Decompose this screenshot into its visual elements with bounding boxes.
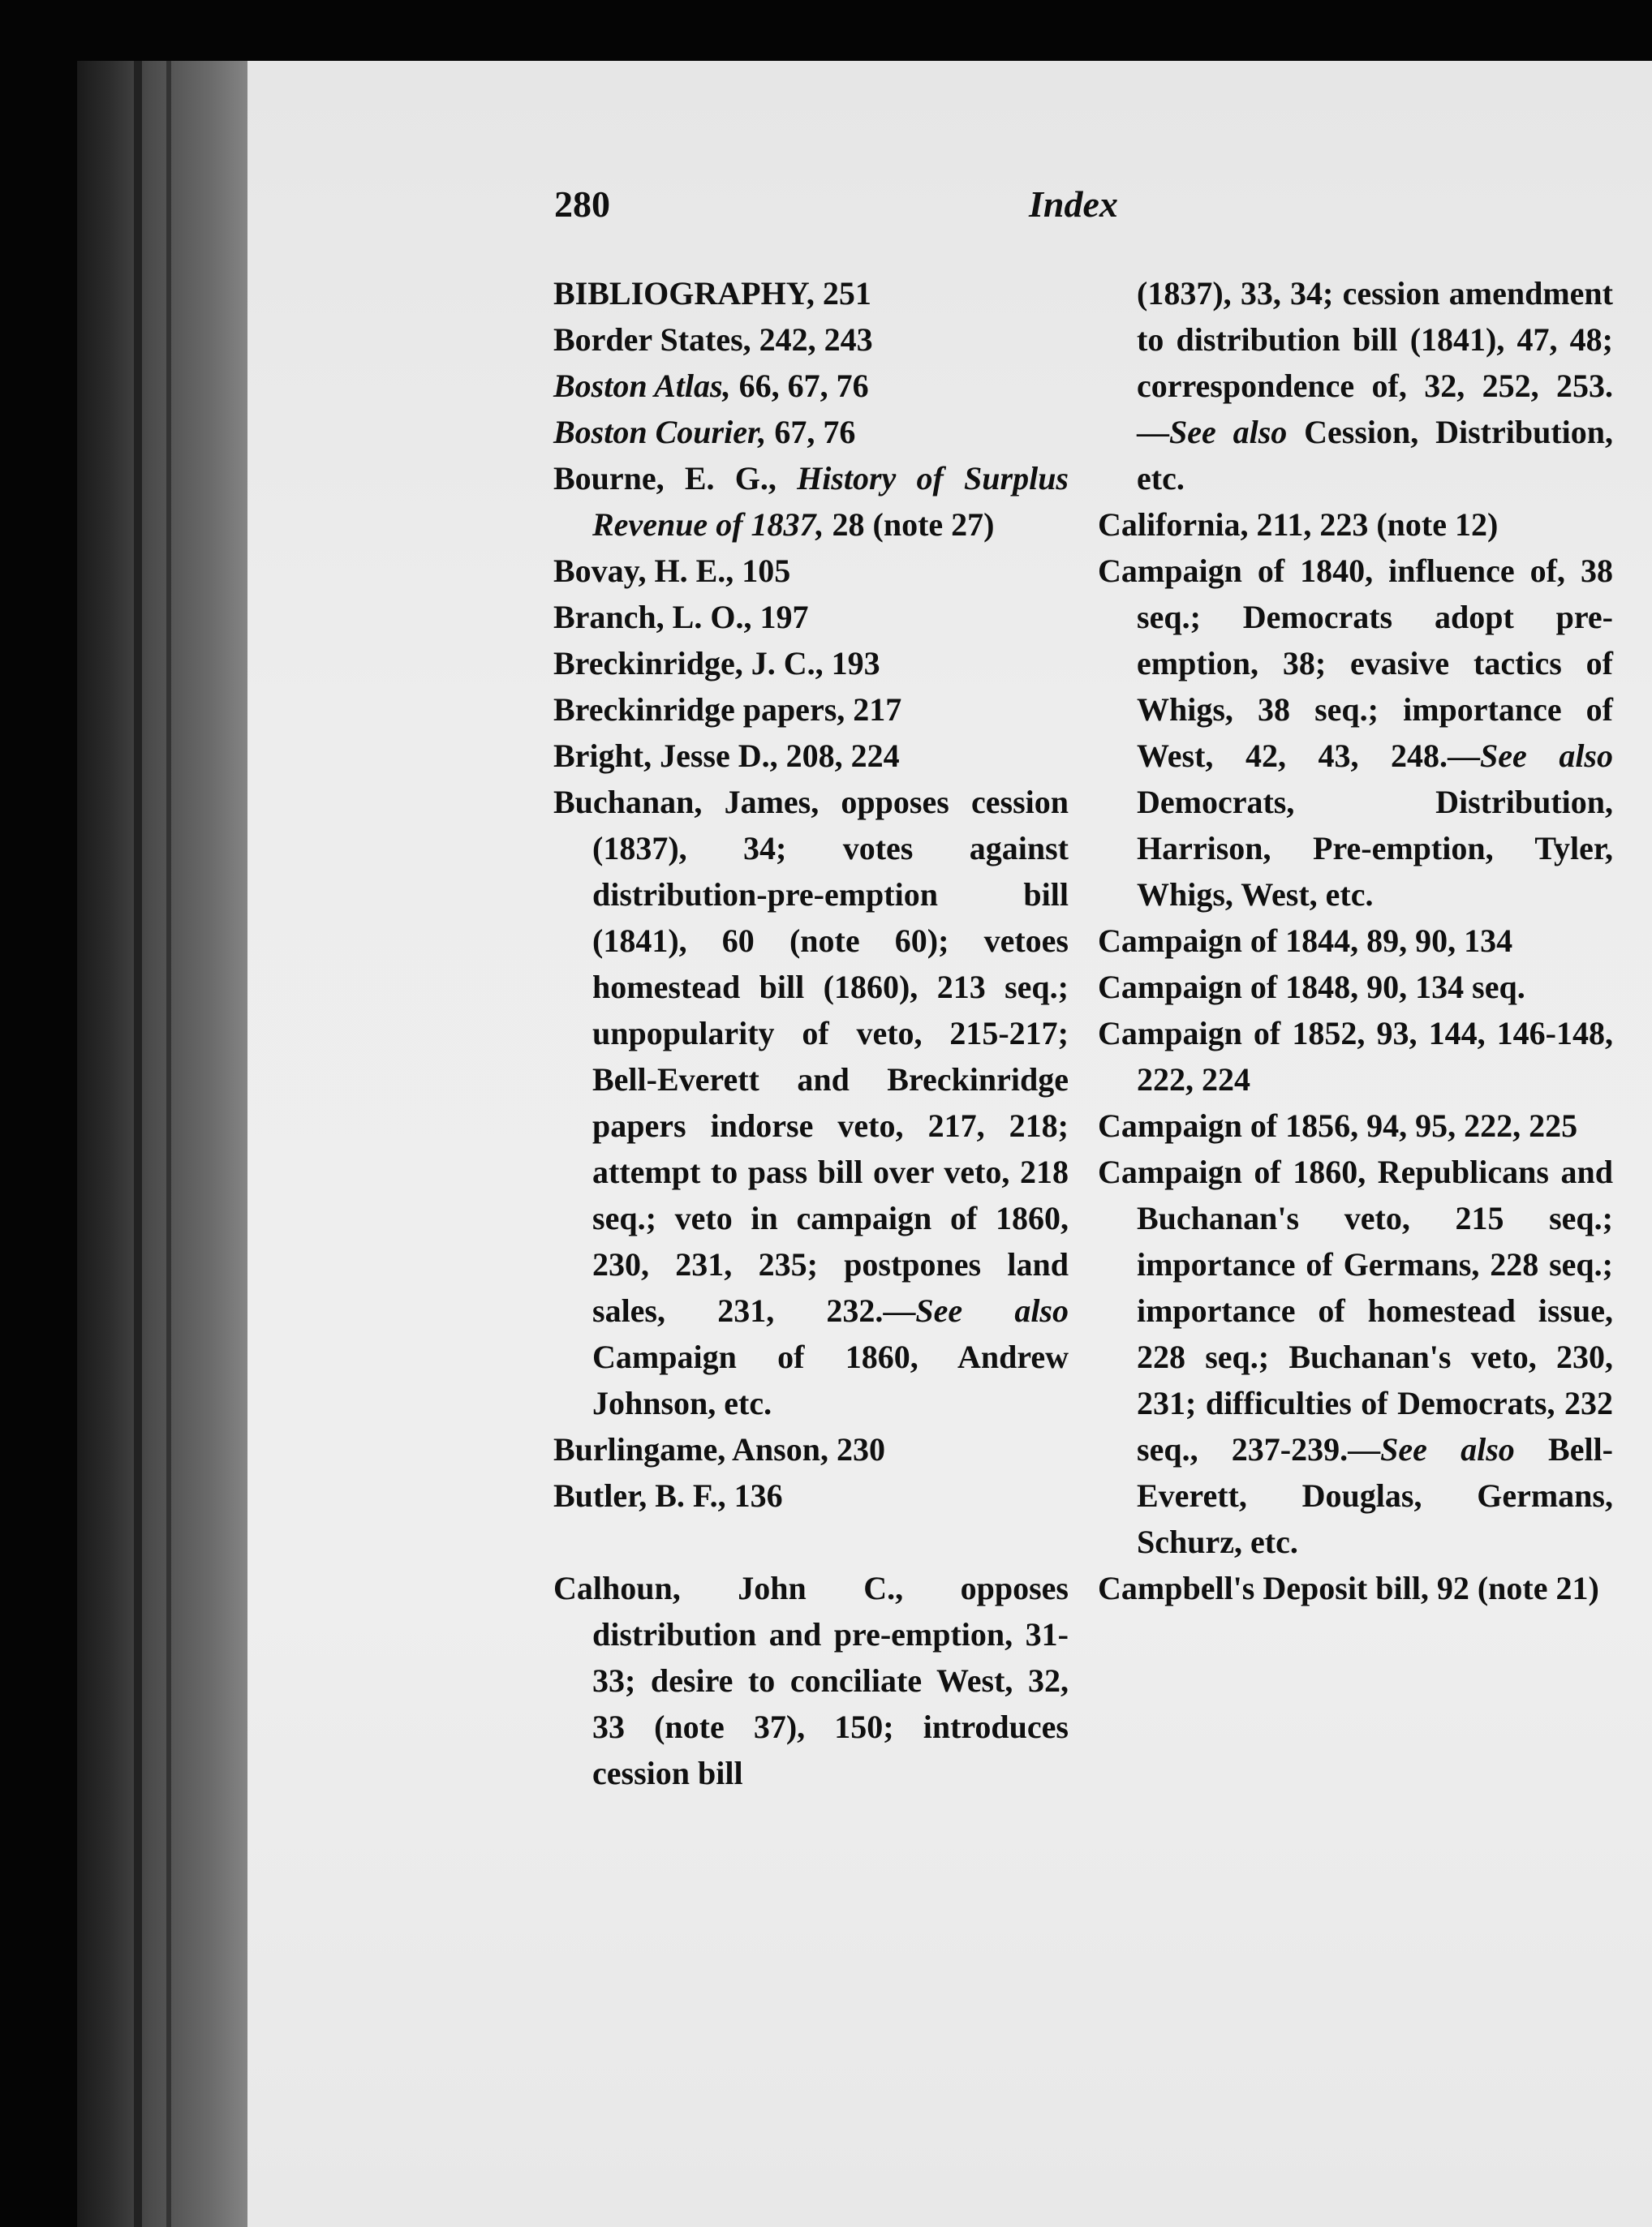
index-entry [553,316,1069,363]
index-entry-text: California, 211, 223 (note 12) [1098,506,1499,543]
index-column-left [553,270,1069,1796]
index-entry-text: Buchanan, James, opposes cession (1837), 34; votes against distribution-pre-emption bill (1841), 60 (note 60); vetoes homestead bill (1860), 213 seq.; unpopularity of veto, 215-217; Bell-Everett and Breckinridge papers indorse veto, 217, 218; attempt to pass bill over veto, 218 seq.; veto in campaign of 1860, 230, 231, 235; postpones land sales, 231, 232.— [553,784,1069,1329]
index-entry [1098,1149,1613,1565]
index-entry-text: Campaign of 1848, 90, 134 seq. [1098,969,1525,1005]
index-entry [553,686,1069,733]
index-entry-italic-text: Boston Courier, [553,414,767,450]
index-entry [553,779,1069,1426]
book-page [247,61,1652,2227]
index-entry [553,1426,1069,1472]
index-entry-text: 67, 76 [766,414,856,450]
index-entry-text: Democrats, Distribution, Harrison, Pre-emption, Tyler, Whigs, West, etc. [1137,784,1613,913]
running-header: Index [1029,183,1118,225]
index-entry [1098,1103,1613,1149]
index-entry-text: Calhoun, John C., opposes distribution and pre-emption, 31-33; desire to conciliate West, 32, 33 (note 37), 150; introduces cession bill [553,1570,1069,1791]
index-entry-italic-text: History of Surplus Revenue of 1837, [592,460,1069,543]
index-entry [553,455,1069,548]
index-entry-text: BIBLIOGRAPHY, 251 [553,275,871,312]
index-entry-text: Butler, B. F., 136 [553,1477,783,1514]
index-entry-text: Cession, Distribution, etc. [1137,414,1614,497]
index-entry-italic-text: See also [1480,737,1613,774]
index-entry [1098,501,1613,548]
index-entry-text: Campaign of 1860, Andrew Johnson, etc. [592,1339,1069,1421]
index-entry-text: (1837), 33, 34; cession amendment to distribution bill (1841), 47, 48; correspondence of, 32, 252, 253. — [1137,275,1613,450]
index-entry [553,409,1069,455]
index-entry [1098,1565,1613,1611]
index-entry-text: Branch, L. O., 197 [553,599,809,635]
index-entry-italic-text: See also [915,1292,1069,1329]
index-entry [553,548,1069,594]
index-entry-italic-text: See also [1380,1431,1515,1468]
index-entry [553,733,1069,779]
index-entry [553,363,1069,409]
index-entry-text: 66, 67, 76 [730,368,869,404]
index-entry [553,1472,1069,1519]
index-entry-text: Breckinridge, J. C., 193 [553,645,880,681]
index-entry-text: Burlingame, Anson, 230 [553,1431,885,1468]
index-entry-text: Breckinridge papers, 217 [553,691,902,728]
index-entry [553,270,1069,316]
index-entry-text: Campaign of 1860, Republicans and Buchanan's veto, 215 seq.; importance of Germans, 228 seq.; importance of homestead issue, 228 seq.; Buchanan's veto, 230, 231; difficulties of Democrats, 232 seq., 237-239.— [1098,1154,1613,1468]
book-spine-gutter [77,61,256,2227]
index-entry-text: Bourne, E. G., [553,460,798,497]
index-column-right [1098,270,1613,1611]
index-entry [1098,918,1613,964]
index-entry-text: Campaign of 1844, 89, 90, 134 [1098,922,1513,959]
page-number: 280 [554,183,610,225]
index-entry [1098,270,1613,501]
index-entry [553,594,1069,640]
index-entry-text: Bell-Everett, Douglas, Germans, Schurz, etc. [1137,1431,1614,1560]
index-entry [1098,548,1613,918]
index-entry [553,1565,1069,1796]
index-entry-italic-text: Boston Atlas, [553,368,731,404]
index-entry-text: Campaign of 1840, influence of, 38 seq.; Democrats adopt pre-emption, 38; evasive tactics of Whigs, 38 seq.; importance of West, 42, 43, 248.— [1098,552,1613,774]
index-entry-text: Bovay, H. E., 105 [553,552,791,589]
index-entry [1098,1010,1613,1103]
index-entry-text: Campbell's Deposit bill, 92 (note 21) [1098,1570,1599,1606]
index-entry-text: Campaign of 1856, 94, 95, 222, 225 [1098,1107,1578,1144]
index-entry-text: Bright, Jesse D., 208, 224 [553,737,900,774]
index-entry-italic-text: See also [1169,414,1288,450]
index-entry [553,640,1069,686]
index-entry-text: Border States, 242, 243 [553,321,873,358]
index-entry-text: 28 (note 27) [824,506,995,543]
index-entry-text: Campaign of 1852, 93, 144, 146-148, 222, 224 [1098,1015,1613,1098]
index-entry [1098,964,1613,1010]
